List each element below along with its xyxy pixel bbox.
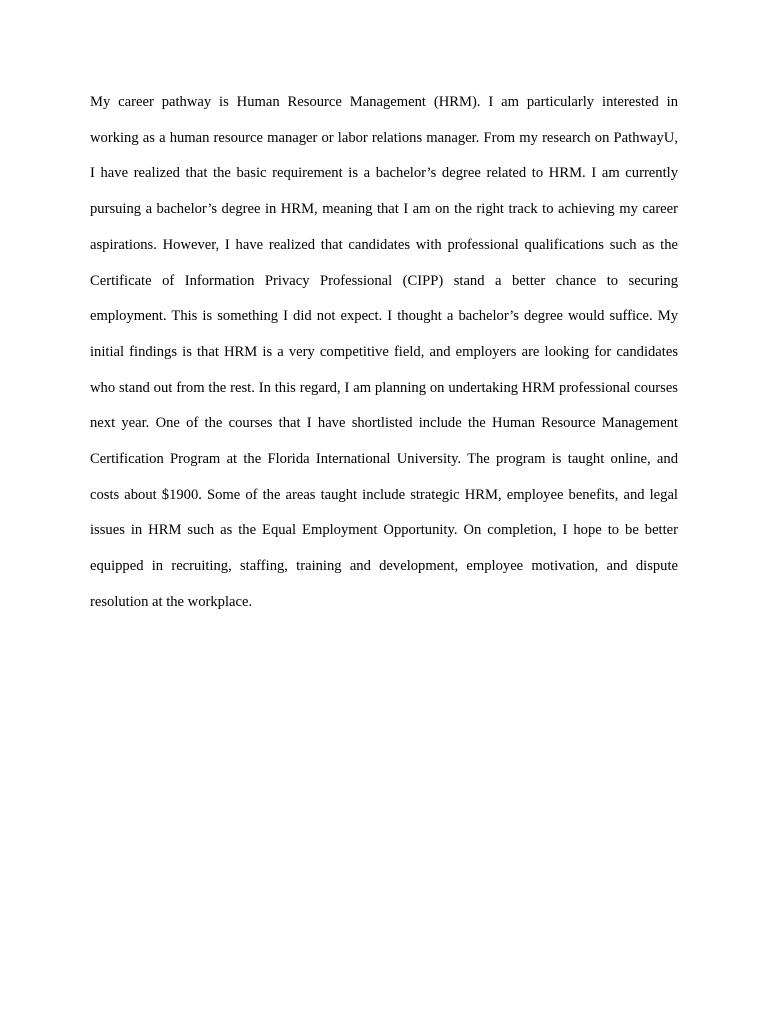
body-paragraph: My career pathway is Human Resource Management (HRM). I am particularly interested in working as a human resource manager or labor relations manager. From my research on PathwayU, I have realized that the basic requirement is a bachelor’s degree related to HRM. I am currently pursuing a bachelor’s degree in HRM, meaning that I am on the right track to achieving my career aspirations. However, I have realized that candidates with professional qualifications such as the Certificate of Information Privacy Professional (CIPP) stand a better chance to securing employment. This is something I did not expect. I thought a bachelor’s degree would suffice. My initial findings is that HRM is a very competitive field, and employers are looking for candidates who stand out from the rest. In this regard, I am planning on undertaking HRM professional courses next year. One of the courses that I have shortlisted include the Human Resource Management Certification Program at the Florida International University. The program is taught online, and costs about $1900. Some of the areas taught include strategic HRM, employee benefits, and legal issues in HRM such as the Equal Employment Opportunity. On completion, I hope to be better equipped in recruiting, staffing, training and development, employee motivation, and dispute resolution at the workplace. <box>90 94 678 610</box>
